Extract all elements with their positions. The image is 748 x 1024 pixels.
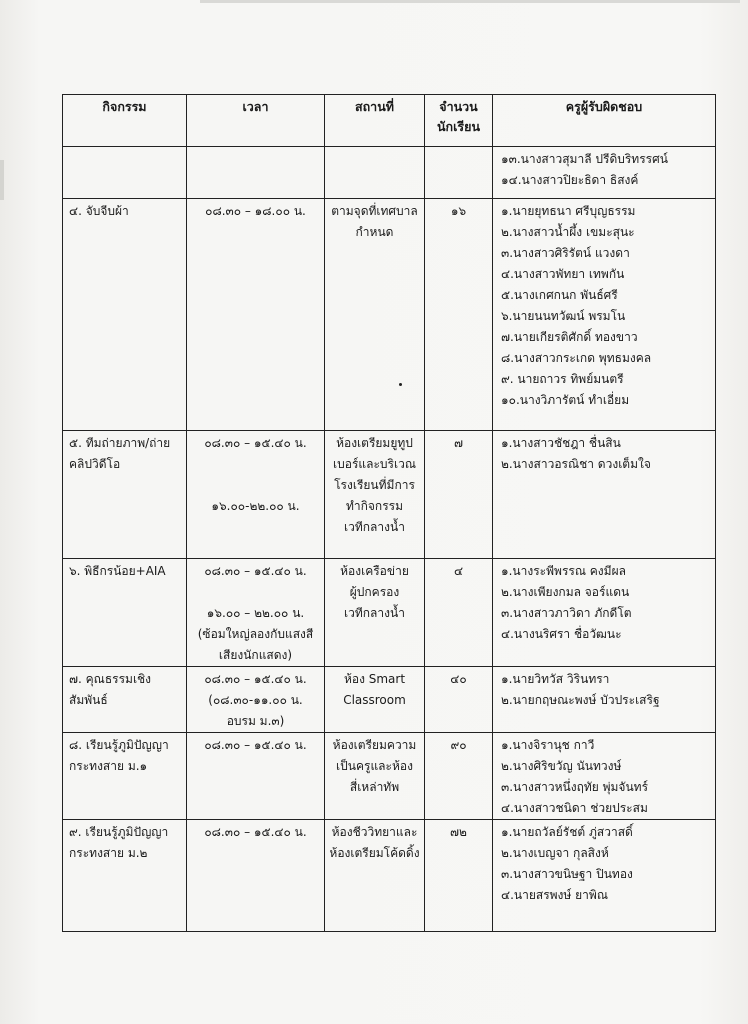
cell-students: [425, 733, 493, 820]
scan-margin-shadow: [0, 160, 4, 200]
cell-place: [325, 667, 425, 733]
cell-time-line: ๐๘.๓๐ – ๑๕.๔๐ น.: [204, 738, 307, 752]
header-students: จำนวน นักเรียน: [425, 95, 493, 147]
cell-teachers-line: ๔.นางสาวชนิดา ช่วยประสม: [501, 801, 648, 815]
cell-time-line: อบรม ม.๓): [226, 714, 285, 728]
cell-students-value: ๙๐: [450, 738, 467, 752]
cell-students: [425, 147, 493, 199]
cell-teachers-line: ๘.นางสาวกระเกด พุทธมงคล: [501, 351, 652, 365]
cell-teachers-line: ๓.นางสาวหนึ่งฤทัย พุ่มจันทร์: [501, 780, 649, 794]
cell-time-line: (๐๘.๓๐-๑๑.๐๐ น.: [208, 693, 303, 707]
table-row: [63, 733, 716, 820]
cell-activity-line: ๘. เรียนรู้ภูมิปัญญา: [69, 738, 169, 752]
cell-teachers-line: ๒.นางเพียงกมล จอร์แดน: [501, 585, 630, 599]
cell-students: [425, 667, 493, 733]
cell-time: [187, 431, 325, 559]
cell-teachers-line: ๑.นายยุทธนา ศรีบุญธรรม: [501, 204, 636, 218]
header-time: เวลา: [187, 95, 325, 147]
cell-time: [187, 559, 325, 667]
cell-place-line: เบอร์และบริเวณ: [333, 457, 416, 471]
cell-teachers: [493, 431, 716, 559]
cell-teachers-line: ๔.นางนริศรา ชื่อวัฒนะ: [501, 627, 622, 641]
cell-teachers-line: ๑๐.นางวิภารัตน์ ทำเอี่ยม: [501, 393, 630, 407]
cell-activity-line: ๔. จับจีบผ้า: [69, 204, 129, 218]
cell-students: [425, 199, 493, 431]
cell-teachers-line: ๓.นางสาวศิริรัตน์ แวงดา: [501, 246, 630, 260]
cell-place-line: ห้องชีววิทยาและ: [331, 825, 418, 839]
header-activity: กิจกรรม: [63, 95, 187, 147]
cell-time: [187, 199, 325, 431]
cell-place-line: Classroom: [343, 693, 406, 707]
cell-activity-line: สัมพันธ์: [69, 693, 108, 707]
cell-teachers-line: ๒.นางสาวน้ำผึ้ง เขมะสุนะ: [501, 225, 635, 239]
cell-students-value: ๔๐: [450, 672, 467, 686]
cell-place: [325, 820, 425, 932]
cell-time-line: ๐๘.๓๐ – ๑๕.๔๐ น.: [204, 672, 307, 686]
cell-time: [187, 733, 325, 820]
cell-place-line: ผู้ปกครอง: [349, 585, 400, 599]
cell-time: [187, 147, 325, 199]
cell-activity-line: ๗. คุณธรรมเชิง: [69, 672, 152, 686]
header-teachers: ครูผู้รับผิดชอบ: [493, 95, 716, 147]
cell-students-value: ๑๖: [450, 204, 467, 218]
cell-activity-line: คลิปวิดีโอ: [69, 457, 121, 471]
cell-place-line: ห้องเตรียมยูทูป: [336, 436, 413, 450]
cell-teachers-line: ๒.นางศิริขวัญ นันทวงษ์: [501, 759, 622, 773]
cell-teachers-line: ๓.นางสาวภาวิดา ภักดีโต: [501, 606, 632, 620]
cell-teachers-line: ๑.นายวิทวัส วิรินทรา: [501, 672, 610, 686]
table-row: [63, 820, 716, 932]
table-row: [63, 431, 716, 559]
cell-activity-line: ๖. พิธีกรน้อย+AIA: [69, 564, 166, 578]
cell-place-line: ห้องเตรียมโค้ดดิ้ง: [329, 846, 420, 860]
table-row: [63, 559, 716, 667]
table-row: [63, 147, 716, 199]
cell-activity-line: ๙. เรียนรู้ภูมิปัญญา: [69, 825, 169, 839]
header-place: สถานที่: [325, 95, 425, 147]
cell-place-line: สี่เหล่าทัพ: [349, 780, 400, 794]
cell-activity-line: ๕. ทีมถ่ายภาพ/ถ่าย: [69, 436, 171, 450]
cell-place-line: โรงเรียนที่มีการ: [334, 478, 415, 492]
cell-teachers-line: ๔.นายสรพงษ์ ยาพิณ: [501, 888, 608, 902]
table-row: [63, 667, 716, 733]
cell-place-line: ห้องเตรียมความ: [332, 738, 417, 752]
cell-teachers-line: ๙. นายถาวร ทิพย์มนตรี: [501, 372, 624, 386]
cell-place: [325, 559, 425, 667]
cell-activity: [63, 147, 187, 199]
cell-teachers-line: ๑๔.นางสาวปิยะธิดา ธิสงค์: [501, 173, 639, 187]
table-header-row: [63, 95, 716, 147]
cell-students: [425, 559, 493, 667]
cell-teachers-line: ๗.นายเกียรติศักดิ์ ทองขาว: [501, 330, 638, 344]
table-row: [63, 199, 716, 431]
cell-activity: [63, 199, 187, 431]
cell-students-value: ๗: [453, 436, 464, 450]
cell-teachers-line: ๑.นายถวัลย์รัชต์ ภู่สวาสดิ์: [501, 825, 633, 839]
cell-teachers-line: ๑๓.นางสาวสุมาลี ปรีดิบริทรรศน์: [501, 152, 668, 166]
cell-place-line: ตามจุดที่เทศบาล: [331, 204, 418, 218]
cell-teachers: [493, 147, 716, 199]
cell-students-value: ๔: [453, 564, 464, 578]
cell-activity: [63, 820, 187, 932]
cell-place-line: ห้อง Smart: [343, 672, 406, 686]
cell-place-line: กำหนด: [355, 225, 394, 239]
cell-teachers-line: ๖.นายนนทวัฒน์ พรมโน: [501, 309, 626, 323]
cell-teachers-line: ๑.นางสาวชัชฎา ชื่นสิน: [501, 436, 621, 450]
cell-teachers-line: ๒.นางเบญจา กุลสิงห์: [501, 846, 609, 860]
cell-teachers-line: ๑.นางระพีพรรณ คงมีผล: [501, 564, 626, 578]
cell-place-line: เวทีกลางน้ำ: [344, 520, 405, 534]
cell-activity: [63, 559, 187, 667]
scan-edge: [200, 0, 740, 3]
cell-teachers: [493, 667, 716, 733]
cell-time: [187, 667, 325, 733]
cell-time: [187, 820, 325, 932]
cell-teachers-line: ๕.นางเกศกนก พันธ์ศรี: [501, 288, 618, 302]
cell-place-line: ทำกิจกรรม: [345, 499, 403, 513]
cell-teachers-line: ๒.นายกฤษณะพงษ์ บัวประเสริฐ: [501, 693, 660, 707]
cell-time-line: ๐๘.๓๐ – ๑๕.๔๐ น.: [204, 564, 307, 578]
cell-teachers-line: ๓.นางสาวขนิษฐา ปินทอง: [501, 867, 633, 881]
cell-activity-line: กระทงสาย ม.๒: [69, 846, 148, 860]
cell-time-line: เสียงนักแสดง): [218, 648, 293, 662]
cell-time-line: (ซ้อมใหญ่ลองกับแสงสี: [197, 627, 314, 641]
cell-place: [325, 431, 425, 559]
cell-time-line: ๐๘.๓๐ – ๑๘.๐๐ น.: [205, 204, 306, 218]
stray-mark: [399, 383, 402, 386]
cell-teachers-line: ๒.นางสาวอรณิชา ดวงเต็มใจ: [501, 457, 651, 471]
cell-place: [325, 147, 425, 199]
cell-time-line: [187, 582, 324, 603]
cell-activity: [63, 667, 187, 733]
cell-place-line: ห้องเครือข่าย: [340, 564, 409, 578]
cell-teachers: [493, 820, 716, 932]
cell-time-line: ๐๘.๓๐ – ๑๕.๔๐ น.: [204, 436, 307, 450]
cell-teachers: [493, 199, 716, 431]
cell-students: [425, 431, 493, 559]
cell-teachers-line: ๑.นางจิรานุช กาวี: [501, 738, 595, 752]
cell-teachers: [493, 559, 716, 667]
cell-time-line: ๐๘.๓๐ – ๑๕.๔๐ น.: [204, 825, 307, 839]
cell-time-line: ๑๖.๐๐-๒๒.๐๐ น.: [211, 499, 300, 513]
cell-place: [325, 199, 425, 431]
cell-teachers: [493, 733, 716, 820]
cell-activity: [63, 431, 187, 559]
cell-place-line: เป็นครูและห้อง: [336, 759, 413, 773]
cell-activity: [63, 733, 187, 820]
cell-teachers-line: ๔.นางสาวพัทยา เทพกัน: [501, 267, 625, 281]
cell-place: [325, 733, 425, 820]
cell-time-line: [187, 454, 324, 475]
cell-students: [425, 820, 493, 932]
cell-time-line: [187, 475, 324, 496]
cell-time-line: ๑๖.๐๐ – ๒๒.๐๐ น.: [206, 606, 305, 620]
cell-students-value: ๗๒: [450, 825, 467, 839]
activity-schedule-table: [62, 94, 716, 932]
cell-place-line: เวทีกลางน้ำ: [344, 606, 405, 620]
cell-activity-line: กระทงสาย ม.๑: [69, 759, 148, 773]
